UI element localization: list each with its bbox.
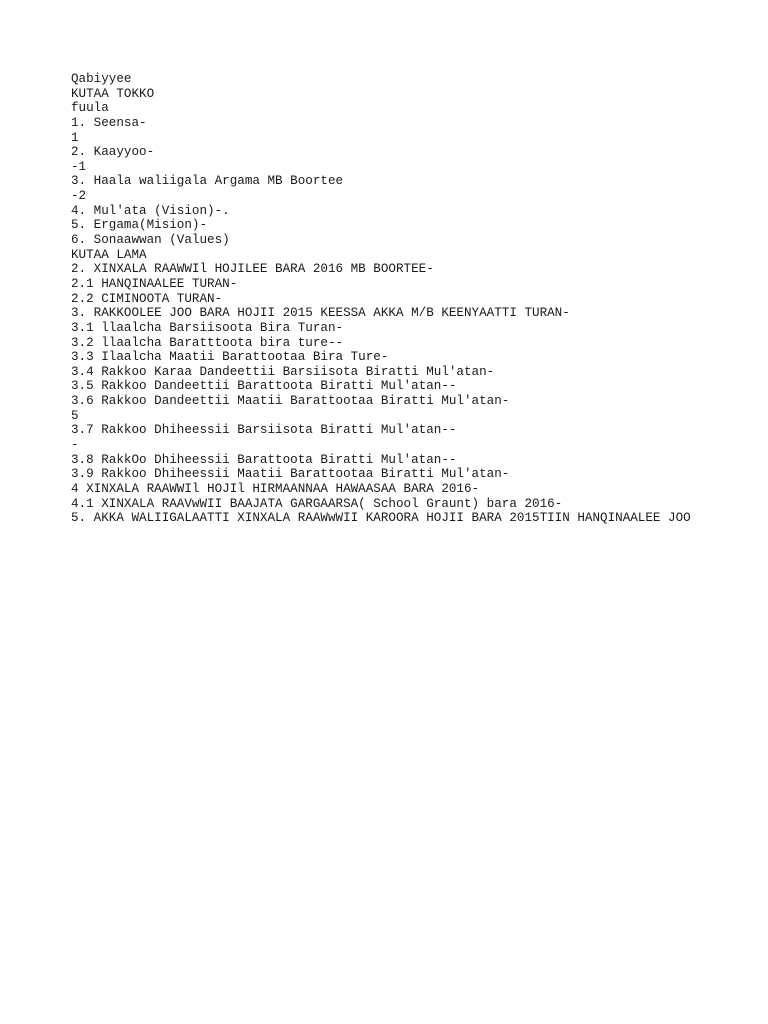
- document-line: -: [71, 438, 79, 453]
- document-line: 4 XINXALA RAAWWIl HOJIl HIRMAANNAA HAWAASAA BARA 2016-: [71, 481, 480, 496]
- document-line: 3.5 Rakkoo Dandeettii Barattoota Biratti Mul'atan--: [71, 379, 457, 394]
- document-line: 5: [71, 408, 79, 423]
- document-line: 2.1 HANQINAALEE TURAN-: [71, 276, 238, 291]
- document-line: -2: [71, 189, 87, 204]
- document-line: 4.1 XINXALA RAAVwWII BAAJATA GARGAARSA( School Graunt) bara 2016-: [71, 496, 563, 511]
- document-line: 1: [71, 130, 79, 145]
- document-line: 3.2 llaalcha Baratttoota bira ture--: [71, 335, 344, 350]
- document-line: 3.9 Rakkoo Dhiheessii Maatii Barattootaa Biratti Mul'atan-: [71, 467, 510, 482]
- document-text: [71, 72, 761, 526]
- document-line: Qabiyyee: [71, 72, 132, 86]
- document-line: 2. Kaayyoo-: [71, 145, 155, 160]
- document-line: 5. AKKA WALIIGALAATTI XINXALA RAAWwWII KAROORA HOJII BARA 2015TIIN HANQINAALEE JOO: [71, 511, 691, 526]
- document-line: 3.1 llaalcha Barsiisoota Bira Turan-: [71, 320, 344, 335]
- document-line: KUTAA TOKKO: [71, 86, 155, 101]
- document-line: 3. Haala waliigala Argama MB Boortee: [71, 174, 344, 189]
- document-line: 3.6 Rakkoo Dandeettii Maatii Barattootaa Biratti Mul'atan-: [71, 394, 510, 409]
- document-line: 3.3 Ilaalcha Maatii Barattootaa Bira Ture-: [71, 350, 389, 365]
- document-line: 6. Sonaawwan (Values): [71, 233, 230, 248]
- document-line: 3.8 RakkOo Dhiheessii Barattoota Biratti Mul'atan--: [71, 452, 457, 467]
- document-line: fuula: [71, 101, 109, 116]
- document-line: 5. Ergama(Mision)-: [71, 218, 208, 233]
- document-line: -1: [71, 159, 87, 174]
- document-line: 3.4 Rakkoo Karaa Dandeettii Barsiisota Biratti Mul'atan-: [71, 364, 495, 379]
- document-line: 1. Seensa-: [71, 115, 147, 130]
- document-line: 4. Mul'ata (Vision)-.: [71, 203, 230, 218]
- document-line: 2. XINXALA RAAWWIl HOJILEE BARA 2016 MB BOORTEE-: [71, 262, 434, 277]
- document-line: KUTAA LAMA: [71, 247, 147, 262]
- document-line: 3. RAKKOOLEE JOO BARA HOJII 2015 KEESSA AKKA M/B KEENYAATTI TURAN-: [71, 306, 570, 321]
- document-line: 2.2 CIMINOOTA TURAN-: [71, 291, 223, 306]
- document-line: 3.7 Rakkoo Dhiheessii Barsiisota Biratti Mul'atan--: [71, 423, 457, 438]
